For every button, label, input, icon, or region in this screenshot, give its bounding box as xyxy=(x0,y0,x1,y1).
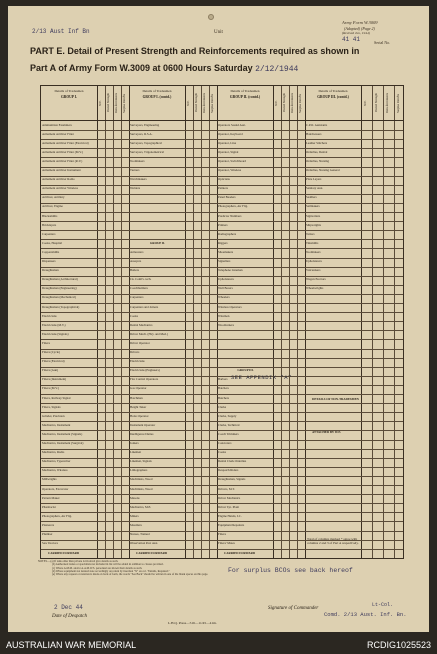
trade-col1-28: Fitters (Instrument) xyxy=(42,378,67,382)
trade-col2-25: Drivers xyxy=(130,351,140,354)
trade-col3-43: Engine Hands, I.C. xyxy=(218,514,242,518)
trade-col1-7: Armament Artificer Wireless xyxy=(42,187,78,191)
trade-col1-8: Artificer, Artillery xyxy=(42,196,65,200)
trade-col3-22: Woodturners xyxy=(218,323,234,327)
trade-col3-7: Painters xyxy=(218,187,228,191)
trade-col1-16: Draughtsmen xyxy=(42,269,59,273)
trade-col1-40: Operators, Excavator xyxy=(42,487,69,491)
trade-col3-36: Cooks xyxy=(218,451,226,455)
trade-col2-5: Turners xyxy=(130,169,140,172)
trade-col3-6: Opticians xyxy=(218,178,230,182)
trade-col3-38: Despatch Riders xyxy=(218,469,239,473)
trade-col3-40: Drivers, M.T. xyxy=(218,487,235,491)
trade-col3-11: Printers xyxy=(218,223,228,227)
trade-col2-26: Electricians xyxy=(130,360,145,364)
sub-head-we: W.E. xyxy=(363,100,367,106)
trade-col3-34: Coach Trimmers xyxy=(218,432,239,436)
trade-col2-19: Carpenters xyxy=(130,296,144,300)
trade-col2-33: Instrument Operator xyxy=(130,423,156,427)
unit-label: Unit xyxy=(214,30,223,35)
trade-col1-13: Cooks, Hospital xyxy=(42,241,62,245)
trade-col2-0: Surveyors, Engineering xyxy=(130,123,160,127)
trade-col3-21: Wiremen xyxy=(218,314,230,318)
trade-col1-35: Mechanics, Instrument (Surgical) xyxy=(42,442,84,445)
trade-col1-19: Draughtsmen (Mechanical) xyxy=(42,296,76,300)
trade-col3-20: Wireless Operators xyxy=(218,305,242,309)
sub-head-posted: Posted Strength xyxy=(194,93,198,113)
trade-col1-23: Electricians (Signals) xyxy=(42,332,69,336)
note-c: (c) Where A.M.M. and/or A.A.M.W.S. personnel are shown their details as such. xyxy=(52,566,143,570)
trade-col3-14: Shoemakers xyxy=(218,250,234,254)
trade-col2-6: Watchmakers xyxy=(130,178,147,182)
trade-col1-34: Mechanics, Instrument (Signals) xyxy=(42,432,83,436)
trade-col3-45: Fitters xyxy=(218,533,226,536)
group-head-2: Details of Tradesmen GROUP I. (contd.) xyxy=(142,89,172,99)
trade-col3-2: Operator, Line xyxy=(218,141,237,145)
trade-col4-11: Shipwrights xyxy=(306,223,321,227)
signature-rank: Lt-Col. xyxy=(372,602,394,608)
trade-col3-46: Fitters' Mates xyxy=(218,542,235,546)
note-d: (d) Where equipment not desired note accordingly on return by insertion "X" on col. "Details, Required." xyxy=(52,569,170,573)
trade-col2-30: Hatchmen xyxy=(130,396,143,400)
trade-col3-4: Operator, Switchboard xyxy=(218,159,247,163)
trade-col3-32: Clerks, Supply xyxy=(218,414,237,418)
trade-col1-46: Saw Doctors xyxy=(42,542,58,546)
trade-col2-35: Joiners xyxy=(130,442,139,445)
trade-col3-0: Operators Sound Asst. xyxy=(218,123,246,127)
trade-col3-44: Equipment Repairers xyxy=(218,523,245,527)
trade-col1-1: Armament Artificer Fitter xyxy=(42,132,74,136)
despatch-label: Date of Despatch xyxy=(52,614,87,619)
trade-col3-13: Riggers xyxy=(218,241,228,245)
sub-head-reinf: Rein-forcements xyxy=(114,93,118,113)
trade-col2-41: Masons xyxy=(130,496,140,500)
trade-col3-5: Operator, Wireless xyxy=(218,169,242,172)
carried-forward-3: CARRIED FORWARD xyxy=(224,552,256,555)
trade-col3-29: Batchers xyxy=(218,387,229,391)
trade-col1-11: Bricklayers xyxy=(42,223,57,227)
trade-col1-25: Fitters (Cycle) xyxy=(42,351,60,354)
trade-col1-18: Draughtsmen (Engineering) xyxy=(42,287,77,291)
trade-col3-9: Photographers, Air Fltg. xyxy=(218,205,248,209)
trade-col1-42: Pharmacist xyxy=(42,505,56,509)
trade-col1-0: Ammunition Examiners xyxy=(42,123,72,127)
note-b: (b) Authorised trades or specialists not included in list will be added in addition to classes provided. xyxy=(52,563,164,567)
trade-col2-37: Linemen, Signals xyxy=(130,460,152,464)
trade-col1-38: Mechanics, Wireless xyxy=(42,469,68,473)
serial-value: 41 41 xyxy=(342,36,361,43)
sub-head-surplus: Surplus Reinf'ts xyxy=(396,93,400,113)
trade-col2-39: Machinists, Wood xyxy=(130,478,153,482)
trade-col2-14: Armourers xyxy=(130,250,144,254)
trade-col2-42: Mechanics, M.E. xyxy=(130,505,152,509)
trade-col4-3: Orderlies, Dental xyxy=(306,150,328,154)
sub-head-we: W.E. xyxy=(186,100,190,106)
trade-col3-17: Upholsterers xyxy=(218,278,234,282)
archive-name: AUSTRALIAN WAR MEMORIAL xyxy=(6,640,137,650)
title-date: 2/12/1944 xyxy=(255,65,299,74)
serial-label: Serial No. xyxy=(374,40,391,45)
trade-col2-36: Linemen xyxy=(130,451,141,455)
trade-col2-15: Assayers xyxy=(130,260,142,263)
surplus-note: For surplus BCOs see back hereof xyxy=(228,567,353,574)
trade-col3-1: Operator, Keyboard xyxy=(218,132,243,136)
despatch-date: 2 Dec 44 xyxy=(54,604,83,611)
group-head-3: Details of Tradesmen GROUP II. (contd.) xyxy=(229,89,261,99)
trade-col4-4: Orderlies, Nursing xyxy=(306,159,330,163)
trade-col1-26: Fitters (Electrical) xyxy=(42,360,65,364)
trade-col3-39: Draughtsmen, Signals xyxy=(218,478,246,482)
trade-col1-41: Pattern Maker xyxy=(42,496,60,500)
trade-col2-40: Machinists, Wood xyxy=(130,487,153,491)
trade-col3-33: Clerks, Technical xyxy=(218,423,240,427)
group-head-4: Details of Tradesmen GROUP III. (contd.) xyxy=(317,89,349,99)
signature-unit: Comd. 2/13 Aust. Inf. Bn. xyxy=(324,611,407,618)
carried-forward-1: CARRIED FORWARD xyxy=(48,552,80,555)
trade-col2-44: Moulders xyxy=(130,523,142,527)
trade-col1-33: Mechanics, Instrument xyxy=(42,423,71,427)
trade-col2-23: Driver Mech. (Hvy. and Med.) xyxy=(130,332,168,336)
trade-col1-45: Plumber xyxy=(42,533,53,536)
sub-head-posted: Posted Strength xyxy=(374,93,378,113)
trade-col4-9: Sailmakers xyxy=(306,205,320,209)
trade-col3-16: Telephone Linemen xyxy=(218,269,243,273)
trade-col3-10: Predictor Numbers xyxy=(218,214,242,218)
form-sheet xyxy=(8,6,429,632)
trade-col1-31: Fitters, Signals xyxy=(42,405,61,409)
trade-col4-15: Upholsterers xyxy=(306,260,322,263)
trade-col3-42: Driver Tpt. Plant xyxy=(218,505,239,509)
trade-col3-37: Dental Clerk Orderlies xyxy=(218,460,247,464)
trade-col2-28: Fire Control Operators xyxy=(130,378,159,382)
trade-col2-21: Cooks xyxy=(130,314,138,318)
trade-col4-2: Leather Stitchers xyxy=(306,141,328,145)
trade-col3-31: Clerks xyxy=(218,405,227,409)
trade-col3-18: Well Borers xyxy=(218,287,233,291)
archive-id: RCDIG1025523 xyxy=(366,640,431,650)
sub-head-surplus: Surplus Reinf'ts xyxy=(210,93,214,113)
trade-col2-1: Surveyors, R.S.A. xyxy=(130,132,153,136)
sub-head-posted: Posted Strength xyxy=(106,93,110,113)
trade-col1-37: Mechanics, Typewriter xyxy=(42,460,71,464)
trade-col3-3: Operator, Signal xyxy=(218,150,239,154)
see-appendix-stamp: SEE APPENDIX "A" xyxy=(231,374,292,381)
sub-head-surplus: Surplus Reinf'ts xyxy=(122,93,126,113)
sub-head-reinf: Rein-forcements xyxy=(290,93,294,113)
trade-col2-31: Height Taker xyxy=(130,405,147,409)
group-head-1: Details of Tradesmen GROUP I. xyxy=(54,89,84,99)
attached-by-we: ATTACHED BY W.E. xyxy=(312,431,342,434)
trade-col2-18: Coachbuilders xyxy=(130,287,148,291)
trade-col1-29: Fitters (M.V.) xyxy=(42,387,59,391)
trade-col1-44: Plasterers xyxy=(42,523,55,527)
trade-col1-43: Photographers, Air Fltg. xyxy=(42,514,72,518)
sub-head-posted: Posted Strength xyxy=(282,93,286,113)
trade-col3-19: Wheelers xyxy=(218,296,230,300)
trade-col2-27: Electricians (Engineers) xyxy=(130,369,160,373)
trade-col4-18: Wheelwrights xyxy=(306,287,324,291)
trade-col3-35: Concreters xyxy=(218,442,232,445)
trade-col4-14: Toolmakers xyxy=(306,250,321,254)
trade-col1-12: Carpenters xyxy=(42,232,56,236)
trade-col1-14: Coppersmiths xyxy=(42,250,60,254)
trade-col1-30: Fitters, Railway Signal xyxy=(42,396,71,400)
form-line-3: (Revised Jun, 1944) xyxy=(342,31,370,35)
unit-value: 2/13 Aust Inf Bn xyxy=(32,28,90,35)
trade-col2-38: Lithographers xyxy=(130,469,148,473)
sub-head-reinf: Rein-forcements xyxy=(385,93,389,113)
trade-col3-12: Radiographers xyxy=(218,232,237,236)
trade-col2-29: Gas Operator xyxy=(130,387,147,391)
trade-col4-17: Wagon Erectors xyxy=(306,278,326,282)
trade-col4-16: Vulcanisers xyxy=(306,269,321,273)
trade-col1-32: Grinder, Precision xyxy=(42,414,65,418)
trade-col3-8: Panel Beaders xyxy=(218,196,236,200)
trade-col4-0: C.P.O. Assistants xyxy=(306,123,328,127)
trade-col4-10: Signwriters xyxy=(306,214,321,218)
punch-hole xyxy=(208,14,214,20)
trade-col4-6: Plate Layers xyxy=(306,178,322,182)
note-a: NOTES.—(a) If tank other than private is involved give details as such. xyxy=(38,560,119,563)
carried-forward-2: CARRIED FORWARD xyxy=(136,552,168,555)
sub-head-we: W.E. xyxy=(274,100,278,106)
trade-col4-5: Orderlies, Nursing General xyxy=(306,169,340,172)
non-tradesmen-heading: DETAILS OF NON-TRADESMEN xyxy=(312,398,359,401)
trade-col2-17: Ck. Coml's. tech. xyxy=(130,278,152,282)
printer-line: L.H.Q. Press—516—11/45—41m. xyxy=(168,621,217,625)
trade-col4-12: Tailors xyxy=(306,232,315,236)
sub-head-we: W.E. xyxy=(98,100,102,106)
trade-col2-22: Dental Mechanics xyxy=(130,323,153,327)
trade-col1-5: Armament Artificer Instrument xyxy=(42,169,81,172)
trade-col2-34: Intelligence Duties xyxy=(130,432,154,436)
trade-col1-17: Draughtsmen (Architectural) xyxy=(42,278,78,282)
trade-col2-16: Butlers xyxy=(130,269,139,273)
trade-col2-43: Miners xyxy=(130,514,139,518)
trade-col1-22: Electricians (M.V.) xyxy=(42,323,66,327)
trade-col1-24: Fitters xyxy=(42,341,50,345)
archive-footer xyxy=(0,634,437,654)
trade-col4-7: Sanitary Asst. xyxy=(306,187,324,191)
trade-col1-15: Dispensers xyxy=(42,260,56,263)
title-line-2: Part A of Army Form W.3009 at 0600 Hours Saturday 2/12/1944 xyxy=(30,63,299,74)
trade-col2-32: Hotte Operator xyxy=(130,414,149,418)
trade-col1-36: Mechanics, Radio xyxy=(42,451,65,455)
trade-col2-7: Welders xyxy=(130,187,141,191)
trade-col1-10: Blacksmiths xyxy=(42,214,58,218)
trade-col1-21: Electricians xyxy=(42,314,57,318)
trade-col3-15: Signallers xyxy=(218,260,231,263)
trade-col2-20: Carpenters and Joiners xyxy=(130,305,159,309)
form-line-2: (Adapted) (Page 2) xyxy=(344,26,375,31)
trade-col1-27: Fitters (Gun) xyxy=(42,369,59,373)
signature-label: Signature of Commander xyxy=(268,606,319,611)
trade-col4-1: Hairdressers xyxy=(306,132,322,136)
trade-col2-3: Surveyors, Trigonometrical xyxy=(130,150,165,154)
trade-col4-8: Saddlers xyxy=(306,196,317,200)
sub-head-reinf: Rein-forcements xyxy=(202,93,206,113)
form-line-1: Army Form W.3009 xyxy=(342,20,378,25)
total-note: Total of columns marked * agree with columns 2 and 3 of Part A respectively. xyxy=(307,537,359,545)
trade-col1-20: Draughtsmen (Topographical) xyxy=(42,305,80,309)
trade-col2-4: Toolmakers xyxy=(130,159,145,163)
trade-col3-30: Butchers xyxy=(218,396,229,400)
trade-col1-2: Armament Artificer Fitter (Electrical) xyxy=(42,141,89,145)
trade-col2-45: Nurses, Trained xyxy=(130,533,150,536)
trade-col3-27: GROUP III. xyxy=(237,369,254,373)
trade-col1-9: Artificer, Engine xyxy=(42,205,63,209)
trade-col2-24: Driver Operator xyxy=(130,341,150,345)
trade-col3-41: Driver Mechanics xyxy=(218,496,241,500)
note-e: (e) Where any request or notation is made on back of form, the words "See Back" should be written in one of the blank spaces on this page. xyxy=(52,573,209,577)
trade-col2-46: Observation Post Asst. xyxy=(130,542,159,546)
title-line-1: PART E. Detail of Present Strength and Reinforcements required as shown in xyxy=(30,46,360,56)
trade-col2-2: Surveyors, Topographical xyxy=(130,141,162,145)
trade-col1-4: Armament Artificer Fitter (R.V.) xyxy=(42,159,83,163)
trade-col3-28: Barbers xyxy=(218,378,228,382)
trade-col1-3: Armament Artificer Fitter (M.V.) xyxy=(42,150,83,154)
strength-table xyxy=(40,85,404,559)
trade-col4-13: Tinsmiths xyxy=(306,241,319,245)
sub-head-surplus: Surplus Reinf'ts xyxy=(298,93,302,113)
trade-col2-13: GROUP II. xyxy=(150,241,165,245)
trade-col1-39: Millwrights xyxy=(42,478,57,482)
trade-col1-6: Armament Artificer Radio xyxy=(42,178,75,182)
